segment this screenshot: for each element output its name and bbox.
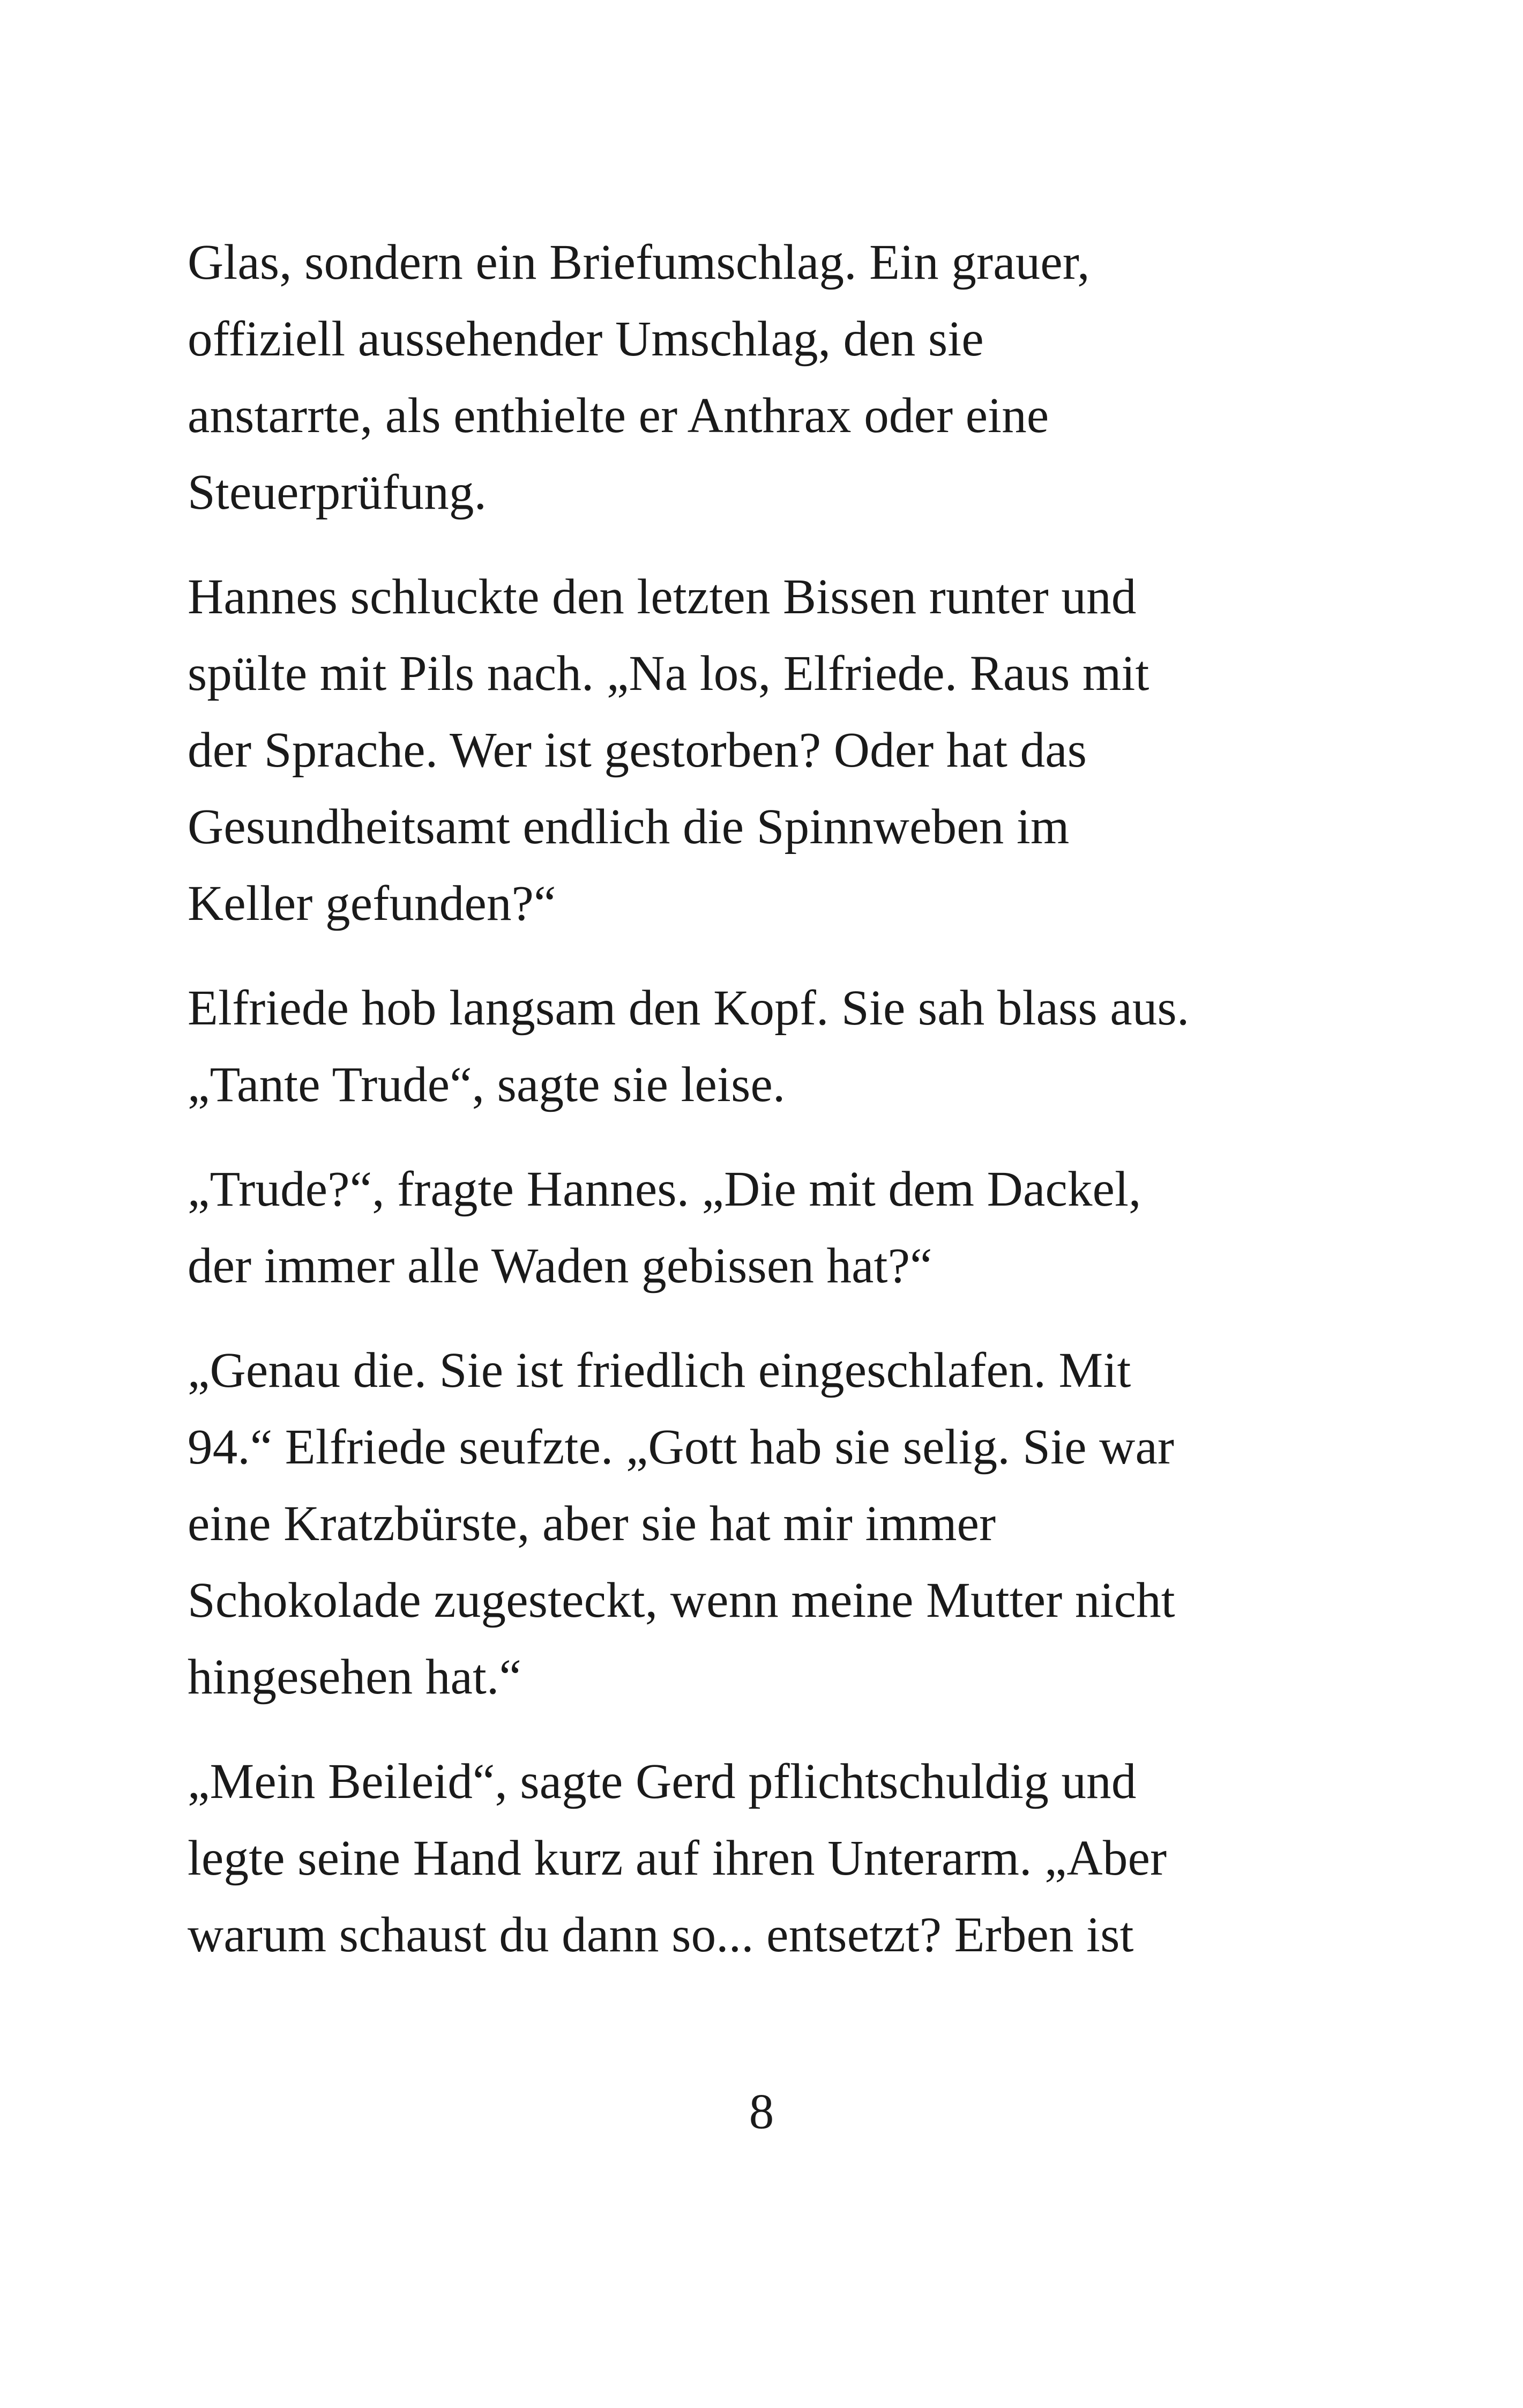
text-line: offiziell aussehender Umschlag, den sie (188, 311, 984, 367)
text-line: legte seine Hand kurz auf ihren Unterarm. „Aber (188, 1831, 1167, 1886)
text-line: Steuerprüfung. (188, 465, 487, 520)
text-line: spülte mit Pils nach. „Na los, Elfriede. Raus mit (188, 646, 1149, 701)
text-line: hingesehen hat.“ (188, 1649, 521, 1705)
text-line: Hannes schluckte den letzten Bissen runter und (188, 569, 1137, 625)
text-line: Keller gefunden?“ (188, 876, 556, 931)
text-line: „Trude?“, fragte Hannes. „Die mit dem Dackel, (188, 1162, 1141, 1217)
text-line: Schokolade zugesteckt, wenn meine Mutter nicht (188, 1573, 1175, 1628)
paragraph-6 (188, 1743, 1302, 1973)
text-line: anstarrte, als enthielte er Anthrax oder eine (188, 388, 1049, 443)
text-line: Elfriede hob langsam den Kopf. Sie sah blass aus. (188, 980, 1190, 1036)
text-line: der immer alle Waden gebissen hat?“ (188, 1238, 932, 1294)
text-line: 94.“ Elfriede seufzte. „Gott hab sie selig. Sie war (188, 1419, 1175, 1475)
page-number: 8 (749, 2084, 774, 2139)
text-line: eine Kratzbürste, aber sie hat mir immer (188, 1496, 996, 1551)
text-line: der Sprache. Wer ist gestorben? Oder hat das (188, 723, 1087, 778)
text-line: Glas, sondern ein Briefumschlag. Ein grauer, (188, 235, 1090, 290)
text-line: Gesundheitsamt endlich die Spinnweben im (188, 799, 1070, 854)
paragraph-1 (188, 224, 1302, 531)
paragraph-2 (188, 559, 1302, 942)
paragraph-5 (188, 1332, 1302, 1715)
body-text (188, 224, 1302, 2001)
paragraph-4 (188, 1151, 1302, 1304)
text-line: „Tante Trude“, sagte sie leise. (188, 1057, 786, 1112)
text-line: „Mein Beileid“, sagte Gerd pflichtschuldig und (188, 1754, 1137, 1809)
paragraph-3 (188, 970, 1302, 1123)
text-line: „Genau die. Sie ist friedlich eingeschlafen. Mit (188, 1343, 1131, 1398)
text-line: warum schaust du dann so... entsetzt? Erben ist (188, 1907, 1134, 1963)
